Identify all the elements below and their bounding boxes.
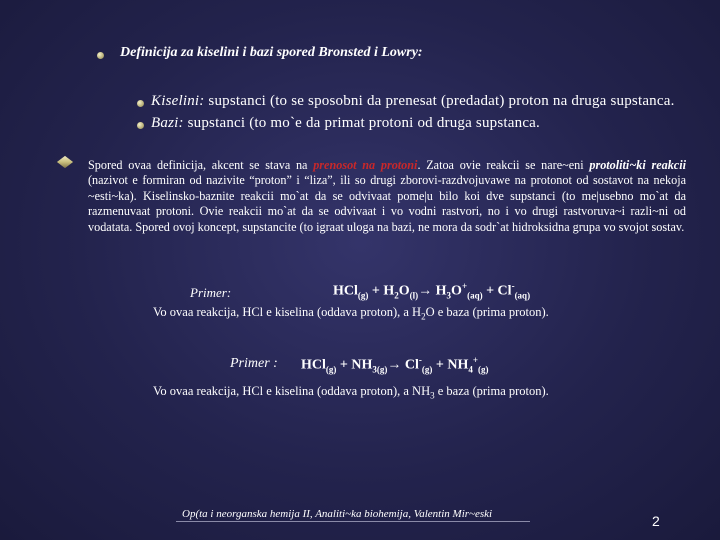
- footer-divider: [176, 521, 530, 522]
- example1-note: Vo ovaa reakcija, HCl e kiselina (oddava proton), a $H_2O$ e baza (prima proton).: [153, 305, 549, 322]
- example1-equation: $HCl_{(g)} + H_2O_{(l)}\to H_3O^+_{(aq)} + Cl^-_{(aq)}$: [333, 281, 531, 301]
- item-kiselini-label: Kiselini:: [151, 93, 205, 109]
- footer-text: Op(ta i neorganska hemija II, Analiti~ka biohemija, Valentin Mir~eski: [182, 508, 493, 520]
- item-kiselini-text: supstanci (to se sposobni da prenesat (predadat) proton na druga supstanca.: [204, 93, 675, 109]
- para-text-1: Spored ovaa definicija, akcent se stava na: [88, 158, 314, 172]
- slide-title: Definicija za kiselini i bazi spored Bronsted i Lowry:: [120, 45, 423, 60]
- arrow-icon: →: [418, 283, 433, 299]
- item-bazi-text: supstanci (to mo`e da primat protoni od druga supstanca.: [183, 115, 540, 131]
- para-term: protoliti~ki reakcii: [589, 158, 686, 172]
- item-bazi: [151, 115, 540, 132]
- example2-label: Primer :: [230, 356, 278, 371]
- item-kiselini: [151, 93, 675, 110]
- example1-label: Primer:: [190, 285, 232, 300]
- title-bullet: [97, 52, 104, 59]
- arrow-icon: →: [387, 357, 402, 373]
- example2-note: Vo ovaa reakcija, HCl e kiselina (oddava proton), a $NH_3$ e baza (prima proton).: [153, 384, 549, 401]
- example2-equation: $HCl_{(g)} + NH_{3(g)}\to Cl^-_{(g)} + NH_4^+_{(g)}$: [301, 355, 489, 375]
- bullet-kiselini: [137, 100, 144, 107]
- paragraph-bullet: [57, 156, 73, 168]
- item-bazi-label: Bazi:: [151, 115, 184, 131]
- para-highlight: prenosot na protoni: [313, 158, 418, 172]
- para-text-3: (nazivot e formiran od nazivite “proton” i “liza”, ili so drugi zborovi-razdvojuvawe na protonot od sostavot na nekoja ~esti~ka). Kiselinsko-baznite reakcii mo`at da se odvivaat pome|u bilo koi dve supstanci (to me|usebno mo`at da razmenuvaat protoni. Ovie reakcii mo`at da se odvivaat i vo vodni rastvori, no i vo drugi rastvoruva~i razli~ni od vodatata. Spored ovoj koncept, supstancite (to igraat uloga na bazi, ne mora da sodr`at hidroksidna grupa vo svojot sostav.: [88, 173, 686, 234]
- para-text-2: . Zatoa ovie reakcii se nare~eni: [417, 158, 590, 172]
- bullet-bazi: [137, 122, 144, 129]
- page-number: 2: [652, 513, 660, 529]
- body-paragraph: [88, 158, 686, 235]
